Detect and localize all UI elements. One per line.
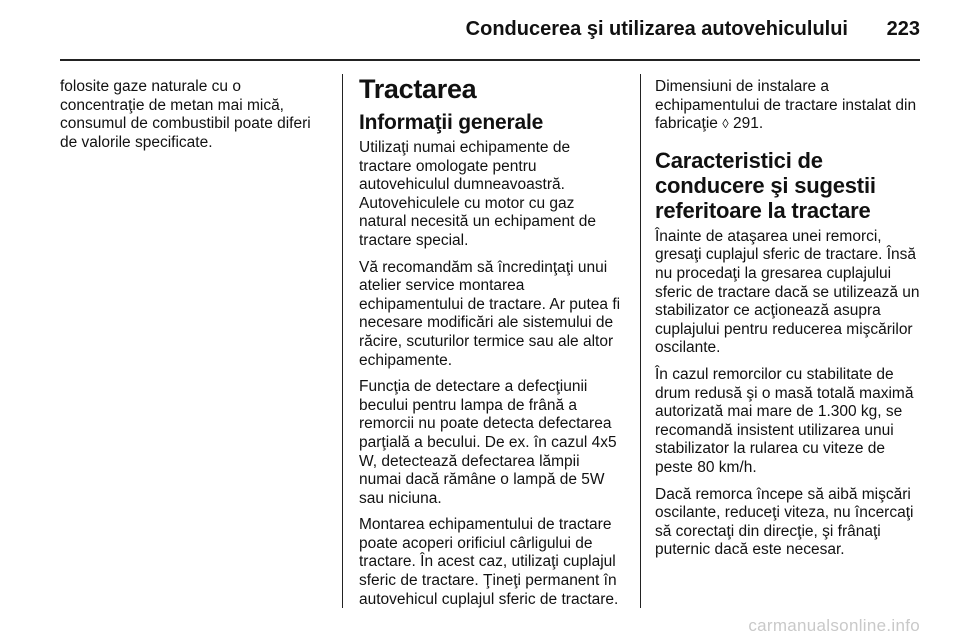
section-title: Tractarea [359, 74, 477, 104]
header-divider [60, 59, 920, 61]
paragraph: folosite gaze naturale cu o concentraţie de metan mai mică, consumul de combustibil poate diferi de valorile specificate. [60, 78, 311, 151]
subsection-title: Caracteristici de conducere şi sugestii referitoare la tractare [655, 147, 876, 223]
running-header-title: Conducerea şi utilizarea autovehiculului [465, 18, 848, 40]
watermark: carmanualsonline.info [748, 616, 920, 635]
subsection-title: Informaţii generale [359, 111, 544, 134]
column-divider [640, 74, 641, 608]
paragraph: În cazul remorcilor cu stabilitate de drum redusă şi o masă totală maximă autorizată mai mare de 1.300 kg, se recomandă insistent utilizarea unui stabilizator la rularea cu viteze de peste 80 km/h. [655, 365, 914, 476]
paragraph: Utilizaţi numai echipamente de tractare omologate pentru autovehiculul dumneavoastră. Autovehiculele cu motor cu gaz natural necesită un echipament de tractare special. [359, 139, 596, 249]
column-left [60, 78, 325, 160]
paragraph: Înainte de ataşarea unei remorci, gresaţi cuplajul sferic de tractare. Însă nu procedaţi la gresarea cuplajului sferic de tractare dacă se utilizează un stabilizator ce acţionează asupra cuplajului pentru reducerea mişcărilor oscilante. [655, 227, 920, 357]
column-middle [359, 74, 625, 617]
page-header [0, 0, 960, 60]
reference-arrow-icon: ◊ [722, 116, 729, 132]
paragraph [655, 78, 925, 134]
column-right [655, 78, 925, 568]
paragraph: Montarea echipamentului de tractare poate acoperi orificiul cârligului de tractare. În acest caz, utilizaţi cuplajul sferic de tractare. Ţineţi permanent în autovehicul cuplajul sferic de tractare. [359, 516, 619, 608]
paragraph: Funcţia de detectare a defecţiunii becului pentru lampa de frână a remorcii nu poate detecta defectarea parţială a becului. De ex. în cazul 4x5 W, detectează defectarea lămpii numai dacă rămâne o lampă de 5W sau niciuna. [359, 378, 617, 507]
paragraph: Vă recomandăm să încredinţaţi unui atelier service montarea echipamentului de tractare. Ar putea fi necesare modificări ale sistemului de răcire, scuturilor termice sau ale altor echipamente. [359, 258, 621, 369]
page-reference-link[interactable]: 291. [732, 115, 764, 133]
paragraph: Dacă remorca începe să aibă mişcări oscilante, reduceţi viteza, nu încercaţi să corectaţi din direcţie, şi frânaţi puternic dacă este necesar. [655, 485, 914, 559]
column-divider [342, 74, 343, 608]
intro-text: Dimensiuni de instalare a echipamentului de tractare instalat din fabricaţie [655, 78, 917, 133]
page-number: 223 [886, 18, 920, 40]
